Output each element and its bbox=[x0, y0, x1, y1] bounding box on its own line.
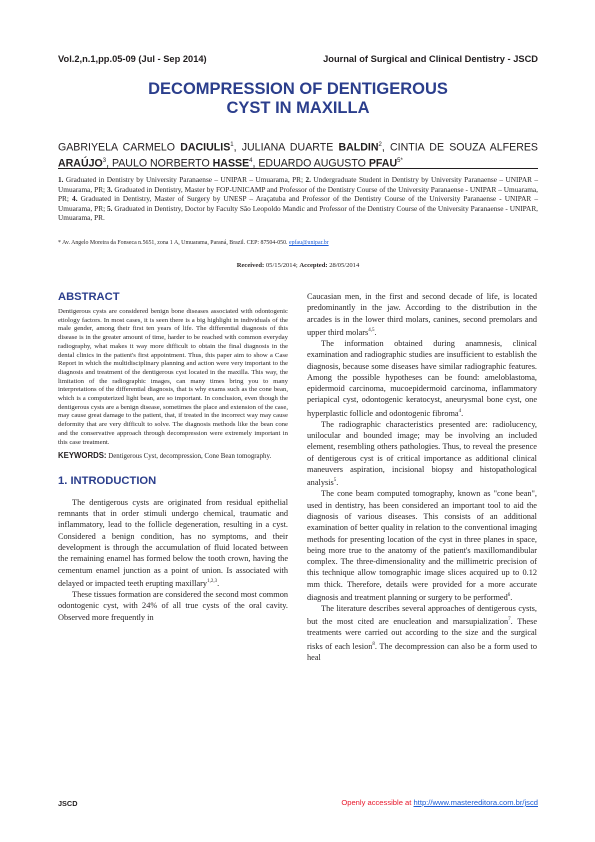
right-p5-ref2: 8 bbox=[372, 641, 375, 647]
keywords bbox=[58, 451, 288, 462]
right-p1-end: . bbox=[374, 327, 377, 337]
intro-paragraph-2: These tissues formation are considered the second most common odontogenic cyst, with 24% of all true cysts of the oral cavity. Observed more frequently in bbox=[58, 589, 288, 622]
author-2-mark: 2 bbox=[378, 142, 382, 148]
right-p2-text: The information obtained during anamnesis, clinical examination and radiographic studies are insufficient to establish the diagnosis, because some diseases have similar radiographic features. Among the possible hypotheses can be found: ameloblastoma, epidermoid carcinoma, mucoepidermoid carcinoma, inflammatory periapical cyst, odontogenic keratocyst, aneurysmal bone cyst, one hyperplastic follicle and odontogenic fibroma bbox=[307, 338, 537, 418]
affil-num-4: 4. bbox=[72, 194, 78, 204]
author-2-given: , JULIANA DUARTE bbox=[233, 141, 339, 154]
correspondence-address bbox=[58, 240, 538, 246]
right-p1-text: Caucasian men, in the first and second decade of life, is located predominantly in the jaw. According to the distribution in the arcades is in the lower third molars, canines, second premolars and upper third molars bbox=[307, 292, 537, 337]
intro-p1-ref: 1,2,3 bbox=[207, 578, 218, 584]
right-column bbox=[307, 291, 537, 663]
keywords-text: Dentigerous Cyst, decompression, Cone Bean tomography. bbox=[106, 453, 272, 461]
right-p2-end: . bbox=[461, 408, 464, 418]
right-p5-ref: 7 bbox=[508, 617, 511, 623]
email-link[interactable]: epfau@unipar.br bbox=[289, 240, 329, 246]
right-p3-end: . bbox=[336, 478, 339, 488]
abstract-text: Dentigerous cysts are considered benign bone diseases associated with odontogenic etiology factors. In most cases, it is seen there is a big highlight in individuals of the male gender, among their first ten years of life. The differential diagnosis of this disease is in the greater amount of time, harder to be reached with common everyday radiography, what makes it way more difficult to obtain the final diagnosis in the dental clinics in the patient's first appointment. Thus, this paper aim to show a Case Report in which the multidisciplinary planning and action were very important to the diagnosis and treatment of the dentigerous cyst located in the maxilla. This way, the limitation of the radiographic images, can many times bring you to many interpretations of the differential diagnosis, that is why exams such as the cone bean, which is a computerized light bean, are so important. In conclusion, even though the dentigerous cysts are a benign disease, sometimes the place and extension of the case, may cause great damage to the patient, that, if treated in the incorrect way may cause deformity that are very difficult to solve. The diagnosis methods like the bean cone and the conservative approach through decompression were extremely important in this case treatment. bbox=[58, 308, 288, 446]
journal-url-link[interactable]: http://www.mastereditora.com.br/jscd bbox=[413, 798, 538, 807]
paper-title bbox=[58, 80, 538, 118]
author-list bbox=[58, 139, 538, 170]
right-p5-mid: . These treatments were carried out according to the size and the surgical risks of each lesion bbox=[307, 617, 537, 651]
author-3-given: , CINTIA DE SOUZA ALFERES bbox=[381, 141, 538, 154]
footer-journal-abbrev: JSCD bbox=[58, 799, 78, 808]
affil-num-1: 1. bbox=[58, 175, 64, 184]
author-divider bbox=[58, 168, 538, 169]
author-4-mark: 4 bbox=[249, 157, 253, 164]
author-1-surname: DACIULIS bbox=[180, 141, 231, 154]
author-4-given: , PAULO NORBERTO bbox=[106, 157, 213, 170]
received-label: Received: bbox=[236, 262, 265, 269]
introduction-heading: 1. INTRODUCTION bbox=[58, 474, 157, 487]
affil-text-1: Graduated in Dentistry by University Paranaense – UNIPAR – Umuarama, PR; bbox=[63, 175, 306, 184]
author-5-surname: PFAU bbox=[368, 157, 398, 170]
author-5-mark: 5* bbox=[397, 157, 403, 164]
affil-text-5: Graduated in Dentistry, Doctor by Faculty São Leopoldo Mandic and Professor of the Dentistry Course of the University Paranaense - UNIPAR, Umuarama, PR. bbox=[58, 203, 539, 223]
author-4-surname: HASSE bbox=[212, 157, 250, 170]
right-p4-text: The cone beam computed tomography, known as "cone bean", used in dentistry, has been considered an important tool to aid the diagnosis of various diseases. This consists of an additional examination of better quality in relation to the conventional imaging methods for presenting location of the cyst in three planes in space, being more true to the anatomy of the patient's maxillomandibular complex. The three-dimensionality and the millimetric precision of this technique allow tomographic image slices acquired up to 0.12 mm thick. Therefore, details were provided for a more accurate diagnosis and treatment planning or surgery to be performed bbox=[307, 489, 537, 602]
affil-text-2: Undergraduate Student in Dentistry by University Paranaense – UNIPAR – Umuarama, PR; bbox=[58, 175, 539, 194]
affiliations bbox=[58, 175, 538, 223]
affil-text-3: Graduated in Dentistry, Master by FOP-UNICAMP and Professor of the Dentistry Course of the University Paranaense - UNIPAR – Umuarama, PR; bbox=[58, 184, 538, 204]
address-text: * Av. Angelo Moreira da Fonseca n.5651, zona 1 A, Umuarama, Paraná, Brazil. CEP: 87504-050. bbox=[58, 240, 289, 246]
right-paragraph-4 bbox=[307, 488, 537, 603]
author-5-given: , EDUARDO AUGUSTO bbox=[252, 157, 369, 170]
author-3-mark: 3 bbox=[102, 157, 107, 164]
left-column bbox=[58, 291, 288, 623]
right-p2-ref: 4 bbox=[458, 408, 462, 414]
right-p4-end: . bbox=[510, 592, 513, 602]
affil-num-2: 2. bbox=[305, 175, 311, 184]
introduction-body bbox=[58, 497, 288, 623]
received-date: 05/15/2014; bbox=[264, 262, 300, 269]
right-p3-text: The radiographic characteristics presented are: radiolucency, unilocular and bounded image; may be involving an included element, resembling others pathologies. Thus, to reveal the presence of dentigerous cyst is of critical importance as additional clinical maneuvers aspiration, incisional biopsy and histopathological analysis bbox=[307, 419, 537, 488]
title-line-2: CYST IN MAXILLA bbox=[226, 99, 370, 117]
affil-text-4: Graduated in Dentistry, Master of Surgery by UNESP – Araçatuba and Professor of the Dentistry Course of the University Paranaense - UNIPAR – Umuarama, PR; bbox=[58, 194, 538, 213]
keywords-label: KEYWORDS: bbox=[58, 451, 107, 461]
right-p1-ref: 4,5 bbox=[368, 327, 375, 333]
accepted-date: 28/05/2014 bbox=[327, 262, 360, 269]
intro-p1-end: . bbox=[217, 578, 220, 588]
author-1-mark: 1 bbox=[230, 142, 234, 148]
abstract-heading: ABSTRACT bbox=[58, 291, 120, 303]
right-paragraph-5 bbox=[307, 603, 537, 663]
received-dates bbox=[58, 262, 538, 269]
right-p3-ref: 5 bbox=[333, 478, 337, 484]
right-paragraph-3 bbox=[307, 419, 537, 489]
affil-num-3: 3. bbox=[106, 184, 113, 194]
right-paragraph-1 bbox=[307, 291, 537, 338]
author-3-surname: ARAÚJO bbox=[58, 157, 103, 170]
footer-access bbox=[341, 798, 538, 807]
open-access-text: Openly accessible at bbox=[341, 798, 414, 807]
right-p4-ref: 6 bbox=[507, 593, 511, 599]
author-1-given: GABRIYELA CARMELO bbox=[58, 141, 181, 154]
abstract-section bbox=[58, 308, 288, 447]
author-2-surname: BALDIN bbox=[338, 141, 379, 154]
accepted-label: Accepted: bbox=[299, 262, 328, 269]
intro-paragraph-1 bbox=[58, 497, 288, 589]
right-p5-end: . The decompression can also be a form used to heal bbox=[307, 641, 537, 662]
affil-num-5: 5. bbox=[107, 203, 113, 213]
right-paragraph-2 bbox=[307, 338, 537, 419]
intro-p1-text: The dentigerous cysts are originated from residual epithelial remnants that in order stimuli undergo chemical, traumatic and inflammatory, lead to the follicle degeneration, resulting in a cyst. Considered a benign condition, has no symptoms, and their development is through the accumulation of fluid located between the remaining enamel has formed below the tooth crown, having the cementum enamel junction as a point of union. Is associated with delayed or impacted teeth erupting maxillary bbox=[58, 497, 288, 588]
journal-name: Journal of Surgical and Clinical Dentistry - JSCD bbox=[323, 54, 538, 64]
right-p5-text: The literature describes several approaches of dentigerous cysts, but the most cited are enucleation and marsupialization bbox=[307, 604, 537, 627]
title-line-1: DECOMPRESSION OF DENTIGEROUS bbox=[148, 80, 448, 98]
journal-volume-info: Vol.2,n.1,pp.05-09 (Jul - Sep 2014) bbox=[58, 54, 207, 64]
